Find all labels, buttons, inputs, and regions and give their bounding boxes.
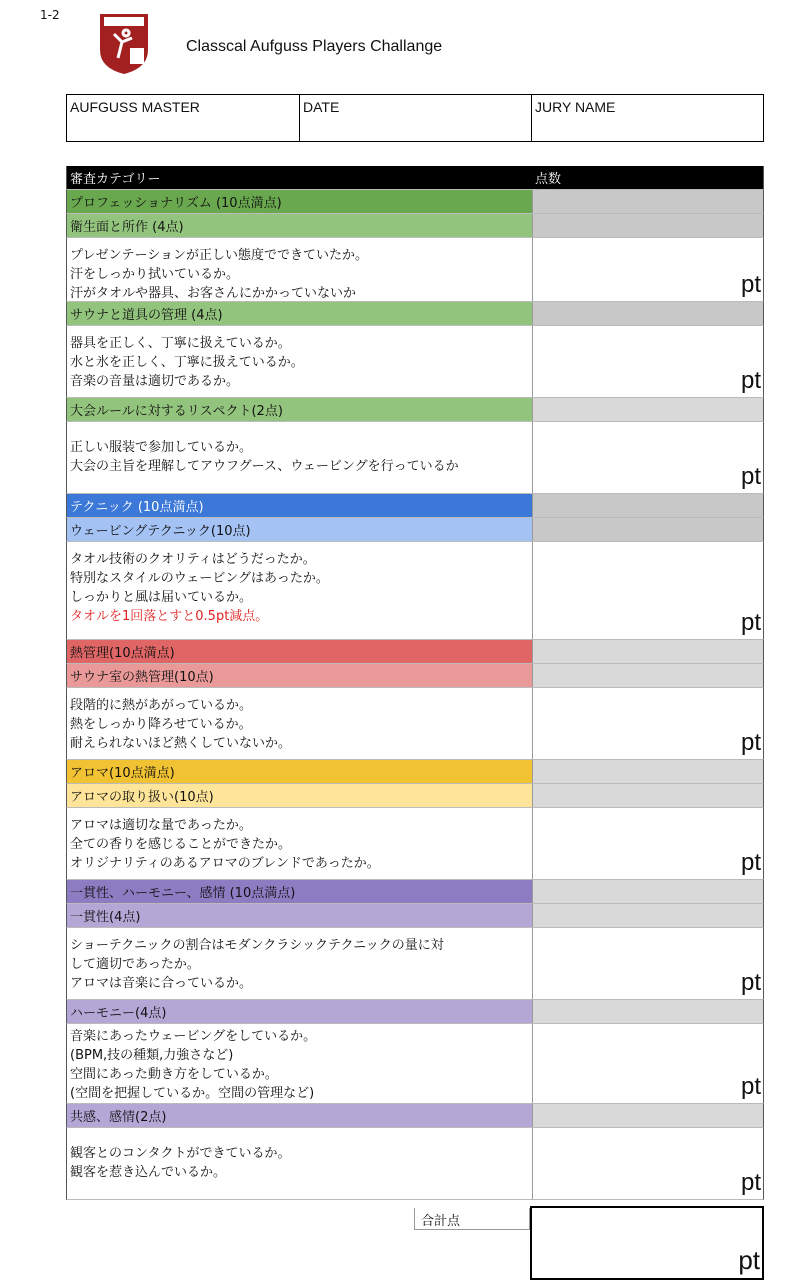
- criteria-text: 正しい服装で参加しているか。 大会の主旨を理解してアウフグース、ウェービングを行っているか: [70, 440, 459, 474]
- criteria-text: プレゼンテーションが正しい態度でできていたか。 汗をしっかり拭いているか。 汗がタオルや器具、お客さんにかかっていないか: [70, 248, 368, 301]
- subsection-title: サウナ室の熱管理(10点): [67, 664, 532, 687]
- subsection-rules-respect: [66, 398, 764, 422]
- penalty-note: タオルを1回落とすと0.5pt減点。: [70, 609, 269, 624]
- subsection-title: 衛生面と所作 (4点): [67, 214, 532, 237]
- date-field[interactable]: DATE: [300, 95, 532, 141]
- subsection-title: 大会ルールに対するリスペクト(2点): [67, 398, 532, 421]
- subsection-title: 一貫性(4点): [67, 904, 532, 927]
- pt-label: pt: [740, 849, 761, 876]
- section-professionalism: [66, 190, 764, 214]
- criteria-row: [66, 326, 764, 398]
- subsection-hygiene: [66, 214, 764, 238]
- criteria-text: 音楽にあったウェービングをしているか。 (BPM,技の種類,力強さなど) 空間にあった動き方をしているか。 (空間を把握しているか。空間の管理など): [70, 1029, 317, 1101]
- criteria-row: [66, 1128, 764, 1200]
- criteria-row: [66, 238, 764, 302]
- document-title: Classcal Aufguss Players Challange: [186, 38, 443, 55]
- section-consistency-harmony-emotion: [66, 880, 764, 904]
- section-title: アロマ(10点満点): [67, 760, 532, 783]
- page-number: 1-2: [40, 8, 60, 22]
- criteria-row: [66, 808, 764, 880]
- section-title: プロフェッショナリズム (10点満点): [67, 190, 532, 213]
- subsection-aroma-handling: [66, 784, 764, 808]
- criteria-row: [66, 422, 764, 494]
- pt-label: pt: [740, 969, 761, 996]
- pt-label: pt: [740, 1073, 761, 1100]
- criteria-text: アロマは適切な量であったか。 全ての香りを感じることができたか。 オリジナリティのあるアロマのブレンドであったか。: [70, 818, 380, 871]
- score-input[interactable]: [532, 422, 763, 493]
- criteria-row: [66, 542, 764, 640]
- pt-label: pt: [740, 463, 761, 490]
- section-technique: [66, 494, 764, 518]
- section-aroma: [66, 760, 764, 784]
- criteria-row: [66, 688, 764, 760]
- subsection-title: アロマの取り扱い(10点): [67, 784, 532, 807]
- score-input[interactable]: [532, 1024, 763, 1103]
- score-input[interactable]: [532, 542, 763, 639]
- subsection-title: ハーモニー(4点): [67, 1000, 532, 1023]
- score-sheet: [66, 166, 764, 1200]
- pt-label: pt: [740, 609, 761, 636]
- category-header: 審査カテゴリー: [67, 166, 532, 189]
- criteria-text: 器具を正しく、丁寧に扱えているか。 水と氷を正しく、丁寧に扱えているか。 音楽の音量は適切であるか。: [70, 336, 304, 389]
- table-header-row: [66, 166, 764, 190]
- score-input[interactable]: [532, 326, 763, 397]
- total-score-input[interactable]: [530, 1206, 764, 1280]
- aufguss-master-field[interactable]: AUFGUSS MASTER: [67, 95, 300, 141]
- section-title: 一貫性、ハーモニー、感情 (10点満点): [67, 880, 532, 903]
- pt-label: pt: [740, 367, 761, 394]
- subsection-sauna-tools: [66, 302, 764, 326]
- jury-name-field[interactable]: JURY NAME: [535, 99, 616, 115]
- score-input[interactable]: [532, 238, 763, 301]
- subsection-title: 共感、感情(2点): [67, 1104, 532, 1127]
- criteria-row: [66, 1024, 764, 1104]
- score-input[interactable]: [532, 928, 763, 999]
- pt-label: pt: [740, 729, 761, 756]
- header-table: [66, 94, 764, 142]
- score-header: 点数: [532, 166, 763, 189]
- subsection-sauna-heat: [66, 664, 764, 688]
- subsection-empathy-emotion: [66, 1104, 764, 1128]
- section-heat-management: [66, 640, 764, 664]
- subsection-consistency: [66, 904, 764, 928]
- section-title: 熱管理(10点満点): [67, 640, 532, 663]
- subsection-waving: [66, 518, 764, 542]
- criteria-row: [66, 928, 764, 1000]
- subsection-harmony: [66, 1000, 764, 1024]
- score-input[interactable]: [532, 1128, 763, 1199]
- score-input[interactable]: [532, 688, 763, 759]
- total-label: 合計点: [414, 1208, 530, 1230]
- subsection-title: ウェービングテクニック(10点): [67, 518, 532, 541]
- subsection-title: サウナと道具の管理 (4点): [67, 302, 532, 325]
- score-input[interactable]: [532, 808, 763, 879]
- criteria-text: 段階的に熱があがっているか。 熱をしっかり降ろせているか。 耐えられないほど熱くしていないか。: [70, 698, 292, 751]
- competition-logo: [96, 12, 152, 76]
- section-title: テクニック (10点満点): [67, 494, 532, 517]
- criteria-text: タオル技術のクオリティはどうだったか。 特別なスタイルのウェービングはあったか。 しっかりと風は届いているか。 タオルを1回落とすと0.5pt減点。: [67, 542, 532, 639]
- pt-label: pt: [738, 1245, 760, 1275]
- pt-label: pt: [740, 1169, 761, 1196]
- criteria-text: 観客とのコンタクトができているか。 観客を惹き込んでいるか。: [70, 1146, 291, 1180]
- criteria-text: ショーテクニックの割合はモダンクラシックテクニックの量に対 して適切であったか。 アロマは音楽に合っているか。: [70, 938, 444, 991]
- pt-label: pt: [740, 271, 761, 298]
